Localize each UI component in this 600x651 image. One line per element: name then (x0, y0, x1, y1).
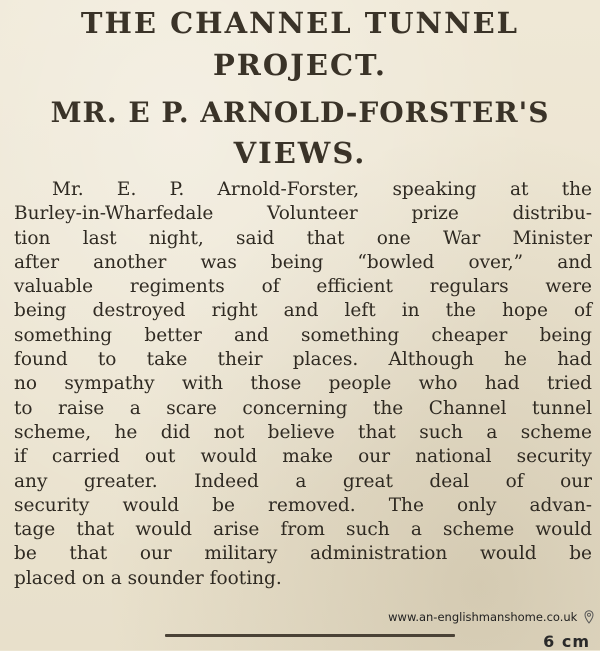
headline-line-2: PROJECT. (212, 48, 387, 82)
article-line: Burley-in-Wharfedale Volunteer prize distribu- (14, 203, 592, 225)
article-line: being destroyed right and left in the hope of (14, 300, 592, 322)
article-line: something better and something cheaper being (14, 324, 592, 346)
article-line: security would be removed. The only advan- (14, 494, 592, 516)
location-pin-icon (584, 610, 594, 624)
article-line: Mr. E. P. Arnold-Forster, speaking at the (52, 179, 592, 200)
subheadline-line-2: VIEWS. (233, 136, 367, 170)
article-line: tage that would arise from such a scheme would (14, 519, 592, 541)
article-line: if carried out would make our national security (14, 446, 592, 468)
column-rule-divider (165, 634, 455, 637)
article-line: after another was being “bowled over,” and (14, 251, 592, 273)
subheadline-line-1: MR. E P. ARNOLD-FORSTER'S (50, 96, 550, 129)
corner-scale-mark: 6 cm (543, 632, 590, 651)
article-line: to raise a scare concerning the Channel tunnel (14, 397, 592, 419)
article-line: found to take their places. Although he had (14, 349, 592, 371)
article-body (14, 178, 592, 591)
article-line: tion last night, said that one War Minister (14, 227, 592, 249)
article-line: be that our military administration would be (14, 543, 592, 565)
article-line: any greater. Indeed a great deal of our (14, 470, 592, 492)
headline-line-1: THE CHANNEL TUNNEL (80, 6, 520, 40)
article-line: no sympathy with those people who had tried (14, 373, 592, 395)
watermark-text: www.an-englishmanshome.co.uk (388, 610, 578, 624)
website-watermark (388, 610, 594, 624)
article-line: valuable regiments of efficient regulars were (14, 276, 592, 298)
article-line: scheme, he did not believe that such a scheme (14, 421, 592, 443)
article-line: placed on a sounder footing. (14, 567, 282, 589)
